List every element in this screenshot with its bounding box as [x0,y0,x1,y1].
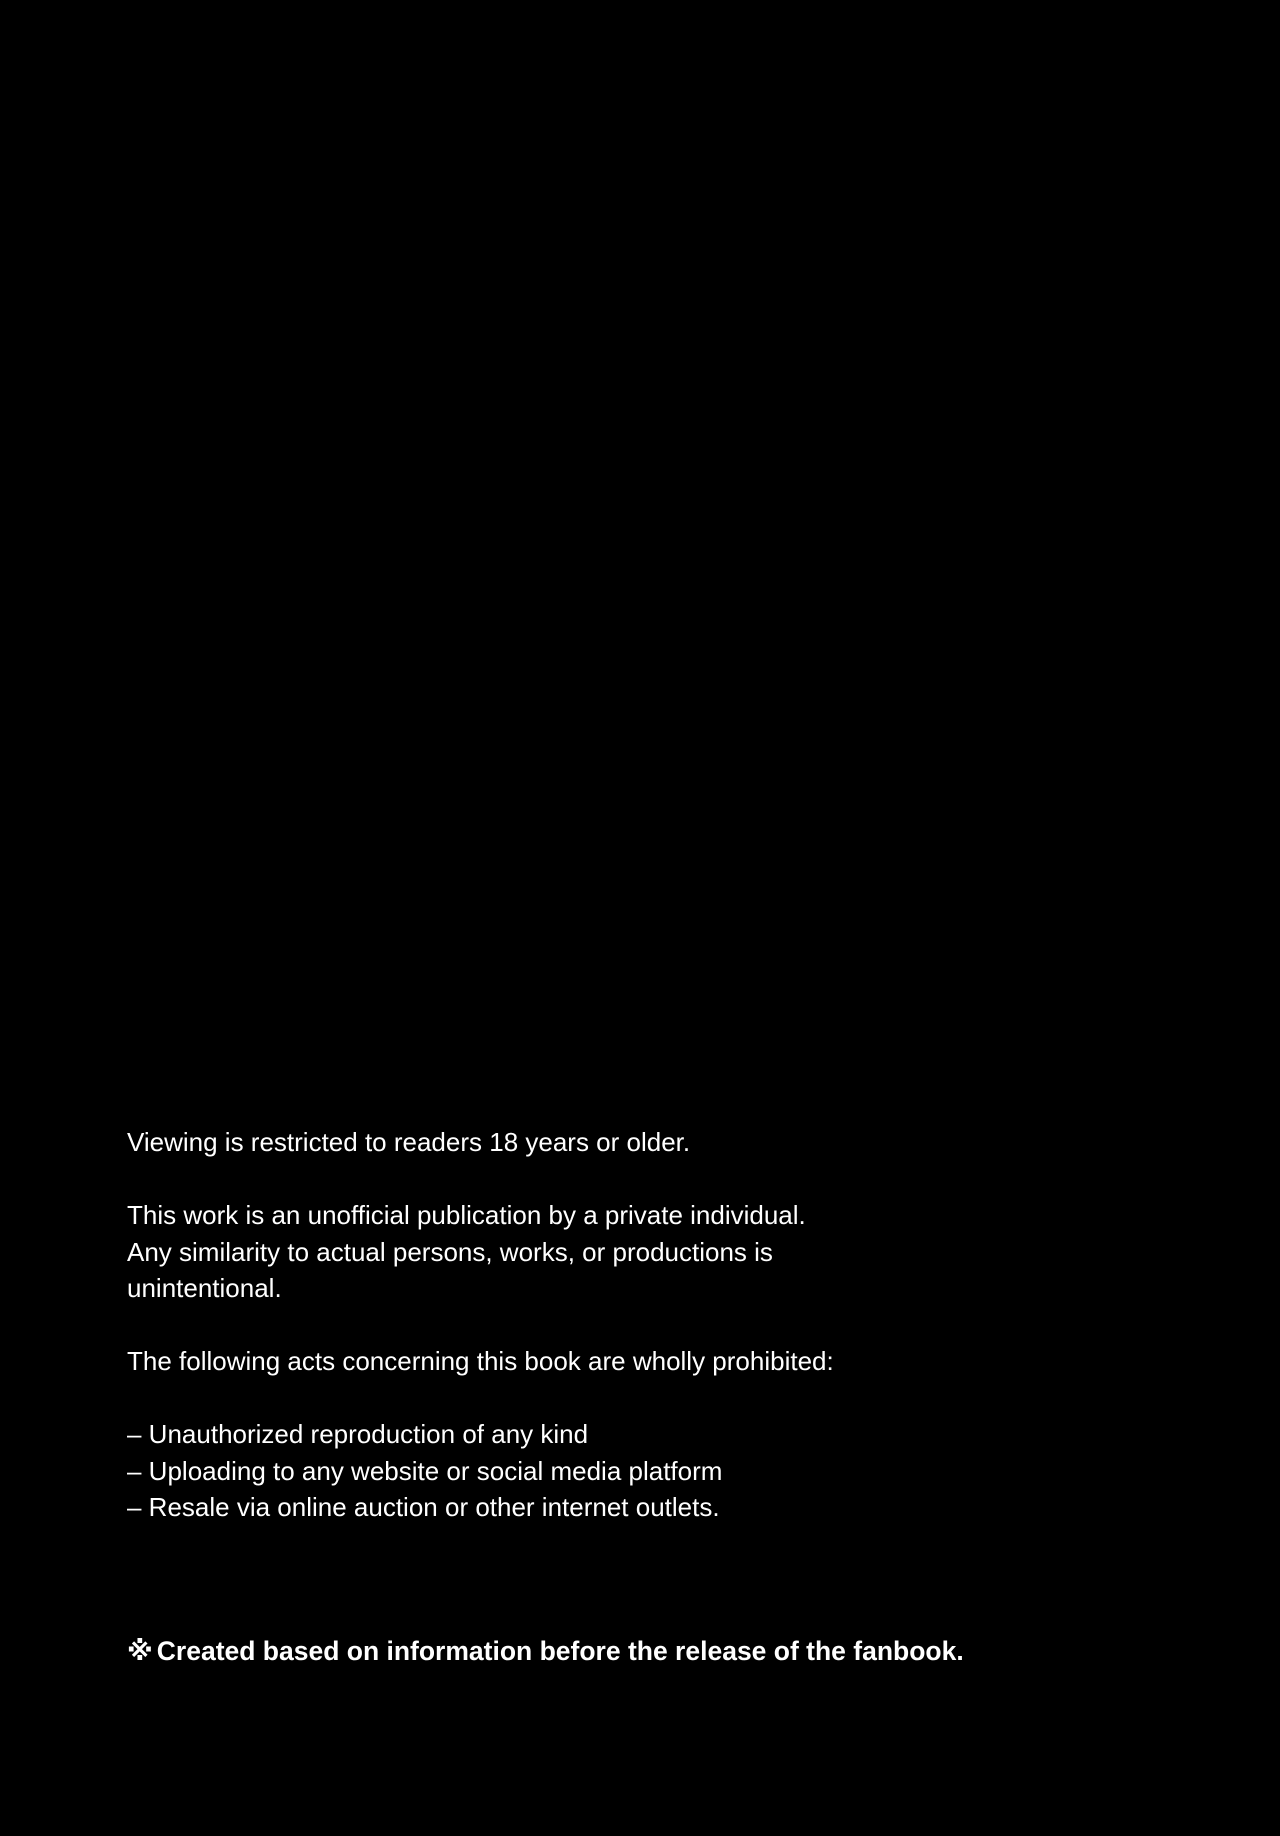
spacer [127,1380,1127,1417]
prohibited-item: – Uploading to any website or social media platform [127,1455,723,1486]
prohibited-item: – Unauthorized reproduction of any kind [127,1419,589,1449]
reference-mark-icon: ※ [127,1636,153,1666]
disclaimer-line: This work is an unofficial publication by a private individual. [127,1200,806,1230]
spacer [127,1307,1127,1344]
disclaimer-line: Any similarity to actual persons, works, or productions is [127,1236,773,1267]
prohibited-item: – Resale via online auction or other internet outlets. [127,1492,720,1522]
disclaimer-line: unintentional. [127,1273,282,1303]
footnote-text: Created based on information before the release of the fanbook. [156,1636,964,1666]
age-restriction-text: Viewing is restricted to readers 18 years or older. [127,1127,691,1157]
notice-block [127,1124,1127,1526]
footnote [127,1633,964,1669]
spacer [127,1161,1127,1198]
prohibited-intro-text: The following acts concerning this book are wholly prohibited: [127,1346,834,1376]
